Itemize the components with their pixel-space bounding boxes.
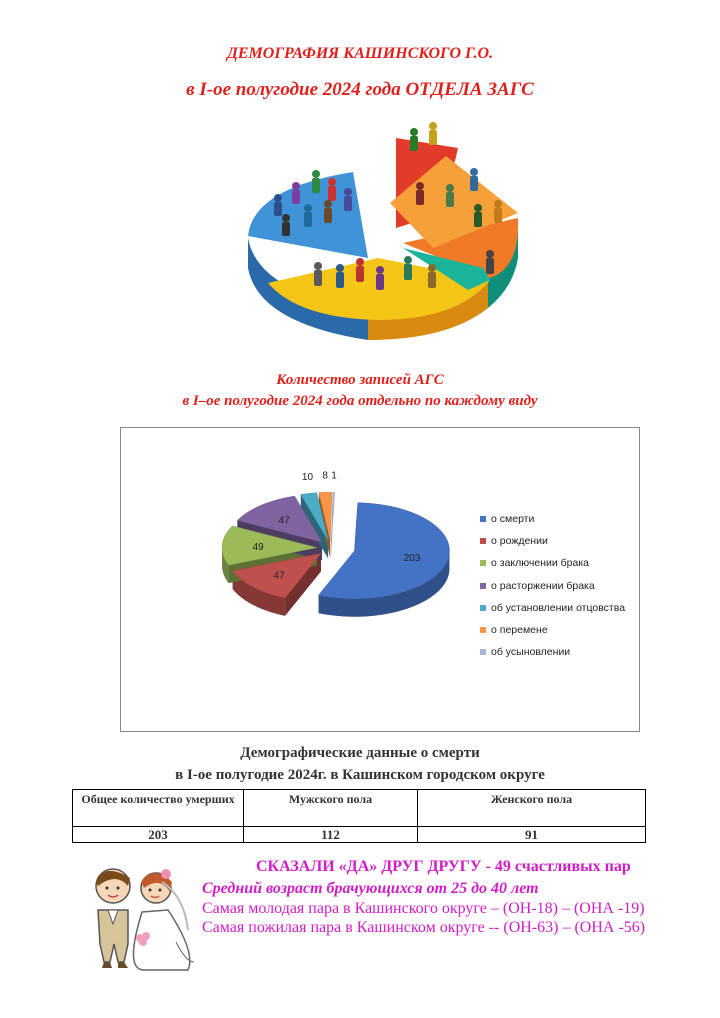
death-table [72,789,646,843]
legend-label: о рождении [491,535,548,548]
legend-swatch [480,538,486,544]
chart-title: Количество записей АГС [276,372,444,388]
page-title: ДЕМОГРАФИЯ КАШИНСКОГО Г.О. [226,45,494,62]
legend-swatch [480,516,486,522]
legend-item [480,619,625,641]
oldest-couple-text: Самая пожилая пара в Кашинском округе -- (ОН-63) – (ОНА -56) [202,919,646,936]
table-row [73,827,646,843]
legend-item [480,552,625,574]
youngest-couple-text: Самая молодая пара в Кашинского округе – (ОН-18) – (ОНА -19) [202,900,645,917]
legend-swatch [480,649,486,655]
data-label-1: 47 [273,570,285,582]
pie-chart-container [120,427,640,732]
data-label-2: 49 [252,542,264,554]
demography-pie-illustration [228,108,530,358]
data-label-6: 1 [331,470,337,482]
legend-item [480,530,625,552]
cell-female: 91 [418,827,646,843]
data-label-3: 47 [278,515,290,527]
legend-item [480,641,625,663]
legend-label: о заключении брака [491,557,590,570]
legend-swatch [480,627,486,633]
legend-label: об усыновлении [491,646,571,659]
legend-swatch [480,583,486,589]
table-header-row [73,790,646,827]
couples-count-text: СКАЗАЛИ «ДА» ДРУГ ДРУГУ - 49 счастливых пар [256,858,631,875]
chart-subtitle: в I–ое полугодие 2024 года отдельно по каждому виду [182,393,538,409]
legend-label: о смерти [491,513,535,526]
cell-male: 112 [244,827,418,843]
header-female: Женского пола [418,790,646,827]
legend-item [480,575,625,597]
header-male: Мужского пола [244,790,418,827]
legend-item [480,597,625,619]
average-age-text: Средний возраст брачующихся от 25 до 40 лет [202,880,539,897]
wedding-couple-illustration [84,852,196,974]
chart-legend [480,508,625,663]
data-label-4: 10 [301,471,314,483]
data-label-0: 203 [403,553,421,565]
cell-total: 203 [73,827,244,843]
data-label-5: 8 [322,470,328,482]
legend-item [480,508,625,530]
legend-label: о перемене [491,624,548,637]
legend-swatch [480,560,486,566]
death-subheading: в I-ое полугодие 2024г. в Кашинском городском округе [175,767,545,783]
legend-label: об установлении отцовства [491,601,626,614]
legend-swatch [480,605,486,611]
death-heading: Демографические данные о смерти [240,745,480,761]
legend-label: о расторжении брака [491,579,595,592]
header-total: Общее количество умерших [73,790,244,827]
page-subtitle: в I-ое полугодие 2024 года ОТДЕЛА ЗАГС [186,79,534,100]
